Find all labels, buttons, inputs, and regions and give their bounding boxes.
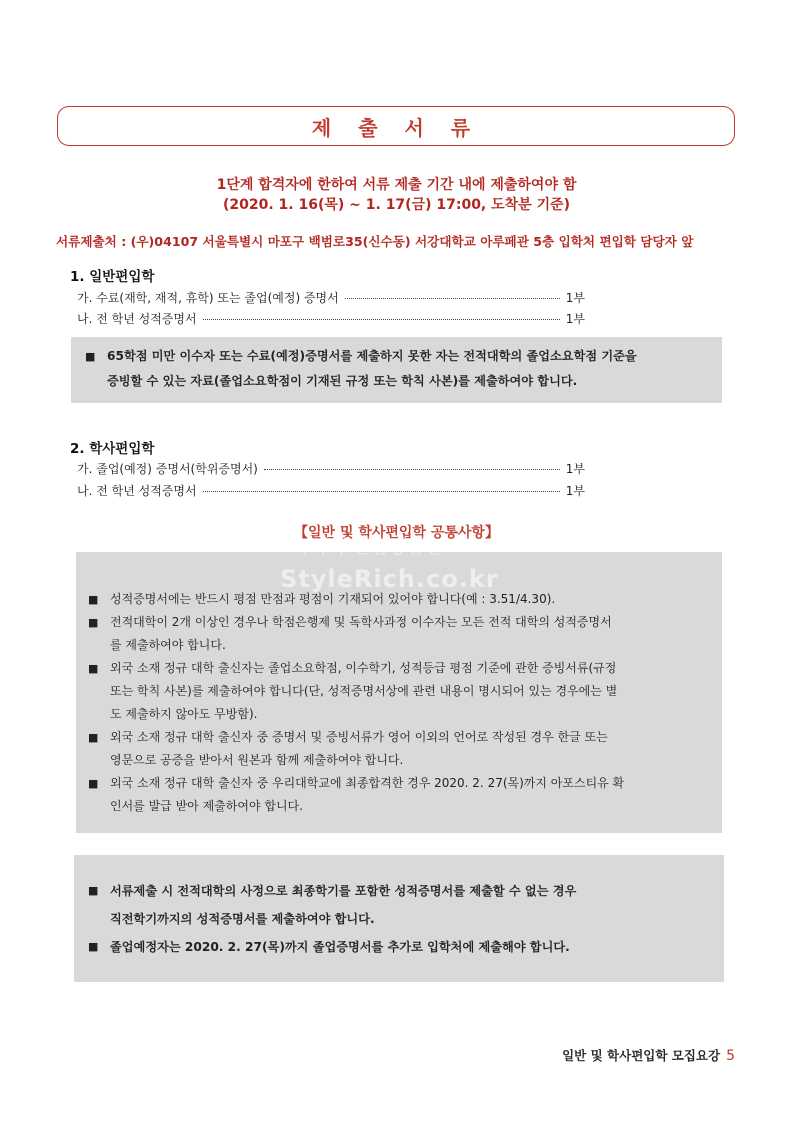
watermark-korean: 리치의 편입상담실 [290, 536, 443, 558]
list-item [88, 611, 710, 657]
list-line: 를 제출하여야 합니다. [110, 638, 226, 652]
common-heading: 【일반 및 학사편입학 공통사항】 [294, 525, 499, 541]
list-item [88, 933, 712, 961]
item-count: 1부 [565, 312, 585, 326]
list-item [88, 657, 710, 726]
final-notes-box [74, 855, 724, 982]
common-notes-box [76, 552, 722, 833]
item-label: 나. 전 학년 성적증명서 [77, 312, 197, 326]
square-bullet-icon: ■ [88, 940, 99, 953]
page-title: 제 출 서 류 [311, 115, 481, 140]
list-line: 전적대학이 2개 이상인 경우나 학점은행제 및 독학사과정 이수자는 모든 전적 대학의 성적증명서 [110, 615, 612, 629]
square-bullet-icon: ■ [88, 731, 99, 744]
page-number: 5 [726, 1048, 735, 1064]
submission-address: 서류제출처 : (우)04107 서울특별시 마포구 백범로35(신수동) 서강대학교 아루페관 5층 입학처 편입학 담당자 앞 [56, 234, 694, 249]
square-bullet-icon: ■ [88, 777, 99, 790]
list-item [88, 877, 712, 933]
note-line: 65학점 미만 이수자 또는 수료(예정)증명서를 제출하지 못한 자는 전적대학의 졸업소요학점 기준을 [107, 349, 637, 363]
item-label: 나. 전 학년 성적증명서 [77, 484, 197, 498]
dot-leader [203, 319, 560, 320]
footer [562, 1046, 735, 1064]
square-bullet-icon: ■ [88, 616, 99, 629]
section1-item-1 [77, 289, 585, 306]
list-line: 외국 소재 정규 대학 출신자 중 우리대학교에 최종합격한 경우 2020. 2. 27(목)까지 아포스티유 확 [110, 776, 625, 790]
list-line: 또는 학칙 사본)를 제출하여야 합니다(단, 성적증명서상에 관련 내용이 명시되어 있는 경우에는 별 [110, 684, 618, 698]
item-count: 1부 [565, 291, 585, 305]
section2-heading: 2. 학사편입학 [70, 441, 155, 457]
intro-line-2: (2020. 1. 16(목) ~ 1. 17(금) 17:00, 도착분 기준) [222, 197, 571, 213]
dot-leader [264, 469, 560, 470]
final-notes [88, 877, 712, 961]
square-bullet-icon: ■ [88, 593, 99, 606]
square-bullet-icon: ■ [88, 662, 99, 675]
intro-line-1: 1단계 합격자에 한하여 서류 제출 기간 내에 제출하여야 함 [216, 177, 577, 193]
section1-heading: 1. 일반편입학 [70, 269, 155, 285]
list-line: 인서를 발급 받아 제출하여야 합니다. [110, 799, 303, 813]
list-line: 졸업예정자는 2020. 2. 27(목)까지 졸업증명서를 추가로 입학처에 제출해야 합니다. [110, 940, 570, 954]
common-list [88, 588, 710, 818]
section1-note-box [71, 337, 722, 403]
item-label: 가. 수료(재학, 재적, 휴학) 또는 졸업(예정) 증명서 [77, 291, 339, 305]
section2-item-1 [77, 460, 585, 477]
list-line: 도 제출하지 않아도 무방함). [110, 707, 258, 721]
list-line: 성적증명서에는 반드시 평점 만점과 평점이 기재되어 있어야 합니다(예 : 3.51/4.30). [110, 592, 556, 606]
dot-leader [203, 491, 560, 492]
list-line: 외국 소재 정규 대학 출신자는 졸업소요학점, 이수학기, 성적등급 평점 기준에 관한 증빙서류(규정 [110, 661, 617, 675]
dot-leader [345, 298, 560, 299]
list-item [88, 726, 710, 772]
list-line: 외국 소재 정규 대학 출신자 중 증명서 및 증빙서류가 영어 이외의 언어로 작성된 경우 한글 또는 [110, 730, 608, 744]
square-bullet-icon: ■ [85, 350, 96, 363]
list-item [88, 772, 710, 818]
list-line: 직전학기까지의 성적증명서를 제출하여야 합니다. [110, 912, 375, 926]
list-line: 서류제출 시 전적대학의 사정으로 최종학기를 포함한 성적증명서를 제출할 수 없는 경우 [110, 884, 577, 898]
title-box [57, 106, 735, 146]
item-count: 1부 [565, 462, 585, 476]
item-count: 1부 [565, 484, 585, 498]
footer-text: 일반 및 학사편입학 모집요강 [562, 1048, 721, 1063]
square-bullet-icon: ■ [88, 884, 99, 897]
watermark: StyleRich.co.kr [280, 565, 499, 593]
section1-note [85, 344, 710, 394]
section2-item-2 [77, 482, 585, 499]
section1-item-2 [77, 310, 585, 327]
item-label: 가. 졸업(예정) 증명서(학위증명서) [77, 462, 258, 476]
list-line: 영문으로 공증을 받아서 원본과 함께 제출하여야 합니다. [110, 753, 404, 767]
note-line: 증빙할 수 있는 자료(졸업소요학점이 기재된 규정 또는 학칙 사본)를 제출하여야 합니다. [107, 374, 578, 388]
